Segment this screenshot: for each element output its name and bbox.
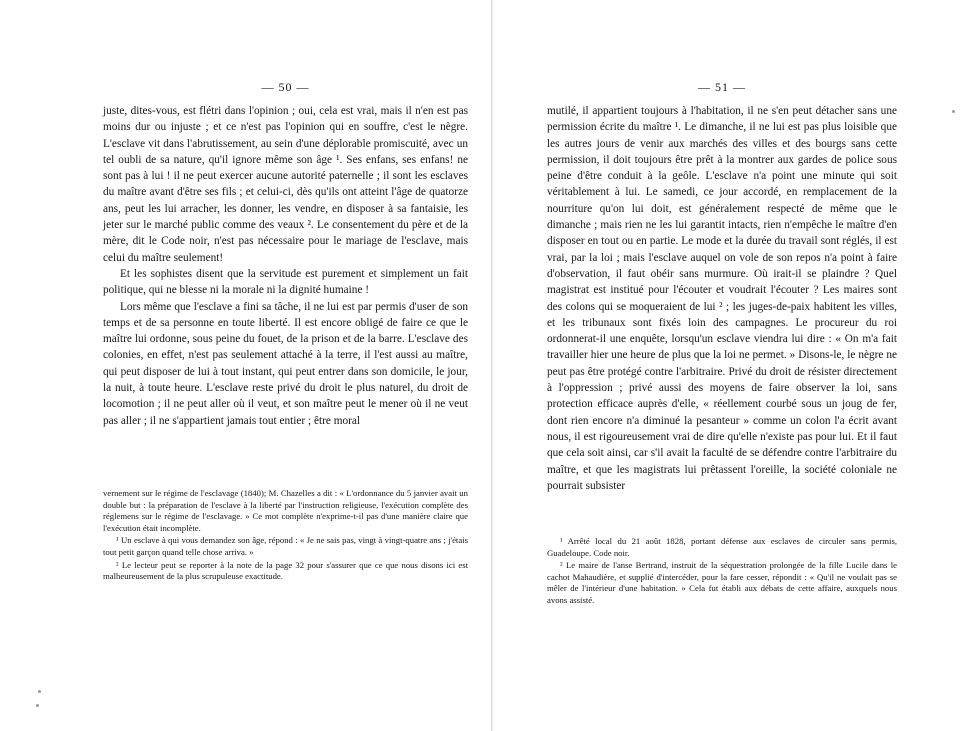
left-page <box>103 0 468 731</box>
page-number: — 50 — <box>261 80 310 94</box>
gutter-divider <box>491 0 493 731</box>
scan-speck <box>38 690 41 693</box>
body-text <box>547 103 897 494</box>
page-number: — 51 — <box>698 80 746 94</box>
footnotes <box>103 488 468 584</box>
footnotes <box>547 536 897 608</box>
scan-speck <box>952 110 955 113</box>
body-text <box>103 103 468 429</box>
footnote: ² Le maire de l'anse Bertrand, instruit de la séquestration prolongée de la fille Lucile dans le cachot Mahaudière, et supplié d'intercéder, pour la fare cesser, répondit : « Qu'il ne voulait pas se mêler de l'intérieur d'une habitation. » Cela fut établi aux débats de cette affaire, auxquels nous avons assisté. <box>547 560 897 605</box>
footnote: ² Le lecteur peut se reporter à la note de la page 32 pour s'assurer que ce que nous disons ici est malheureusement de la plus scrupuleuse exactitude. <box>103 559 468 582</box>
right-page <box>547 0 897 731</box>
footnote: ¹ Arrêté local du 21 août 1828, portant défense aux esclaves de circuler sans permis, Guadeloupe. Code noir. <box>547 536 897 558</box>
footnote: vernement sur le régime de l'esclavage (1840); M. Chazelles a dit : « L'ordonnance du 5 janvier avait un double but : la préparation de l'esclave à la liberté par l'instruction religieuse, l'exécution complète des réglemens sur le régime de l'esclavage. » Ce mot complète n'exprime-t-il pas d'une manière claire que l'exécution était incomplète. <box>103 488 468 533</box>
scan-speck <box>36 704 39 707</box>
paragraph: mutilé, il appartient toujours à l'habitation, il ne s'en peut détacher sans une permission écrite du maître ¹. Le dimanche, il ne lui est pas plus loisible que les autres jours de venir aux marchés des villes et des bourgs sans cette permission, il doit toujours être prêt à la montrer aux gardes de police sous peine d'être conduit à la geôle. L'esclave n'a point une minute qui soit véritablement à lui. Le samedi, ce jour accordé, en remplacement de la nourriture qu'on lui doit, est généralement respecté de même que le dimanche ; mais rien ne les lui garantit intacts, rien n'empêche le maître d'en disposer en tout ou en partie. Le mode et la durée du travail sont réglés, il est vrai, par la loi ; mais l'esclave auquel on vole de son repos n'a point à faire d'observation, il faut obéir sans murmure. Où irait-il se plaindre ? Quel magistrat est institué pour l'écouter et voudrait l'écouter ? Les maires sont des colons qui se moqueraient de lui ² ; les juges-de-paix habitent les villes, et les tribunaux sont fixés loin des campagnes. Le procureur du roi ordonnerat-il une enquête, lorsqu'un esclave viendra lui dire : « On m'a fait travailler hier une heure de plus que la loi ne permet. » Disons-le, le nègre ne peut pas être protégé contre l'arbitraire. Privé du droit de résister directement à l'oppression ; privé aussi des moyens de faire observer la loi, sans protection efficace auprès d'elle, « réellement courbé sous un joug de fer, dont rien encore n'a diminué la pesanteur » comme un colon l'a écrit avant nous, il est rigoureusement vrai de dire qu'elle n'existe pas pour lui. Et il faut que cela soit ainsi, car s'il avait la faculté de se défendre contre l'arbitraire du maître, et que les magistrats lui prêtassent l'oreille, la société coloniale ne pourrait subsister <box>547 105 897 492</box>
paragraph: Lors même que l'esclave a fini sa tâche, il ne lui est par permis d'user de son temps et de sa personne en toute liberté. Il est encore obligé de faire ce que le maître lui ordonne, sous peine du fouet, de la prison et de la barre. L'esclave des colonies, en effet, n'est pas seulement attaché à la terre, il l'est aussi au maître, qui peut disposer de lui à tout instant, qui peut entrer dans son domicile, le jour, la nuit, à toute heure. L'esclave reste privé du droit le plus naturel, du droit de locomotion ; il ne peut aller où il veut, et son maître peut le mener où il ne veut pas aller ; il ne s'appartient jamais tout entier ; être moral <box>103 300 468 427</box>
paragraph: juste, dites-vous, est flétri dans l'opinion ; oui, cela est vrai, mais il n'en est pas moins dur ou injuste ; et ce n'est pas l'opinion qui en souffre, c'est le nègre. L'esclave vit dans l'abrutissement, au sein d'une déplorable promiscuité, avec un tel oubli de sa nature, qu'il ignore même son âge ¹. Ses enfans, ses enfans! ne sont pas à lui ! il ne peut exercer aucune autorité paternelle ; il sont les esclaves du maître avant d'être ses fils ; et celui-ci, dès qu'ils ont atteint l'âge de quatorze ans, peut les lui arracher, les donner, les vendre, en disposer à sa fantaisie, les jeter sur le marché public comme des veaux ². Le consentement du père et de la mère, dit le Code noir, n'est pas nécessaire pour le mariage de l'esclave, mais celui du maître seulement! <box>103 105 468 264</box>
paragraph: Et les sophistes disent que la servitude est purement et simplement un fait politique, qui ne blesse ni la morale ni la dignité humaine ! <box>103 267 468 297</box>
footnote: ¹ Un esclave à qui vous demandez son âge, répond : « Je ne sais pas, vingt à vingt-quatre ans ; j'étais tout petit garçon quand telle chose arriva. » <box>103 535 468 557</box>
